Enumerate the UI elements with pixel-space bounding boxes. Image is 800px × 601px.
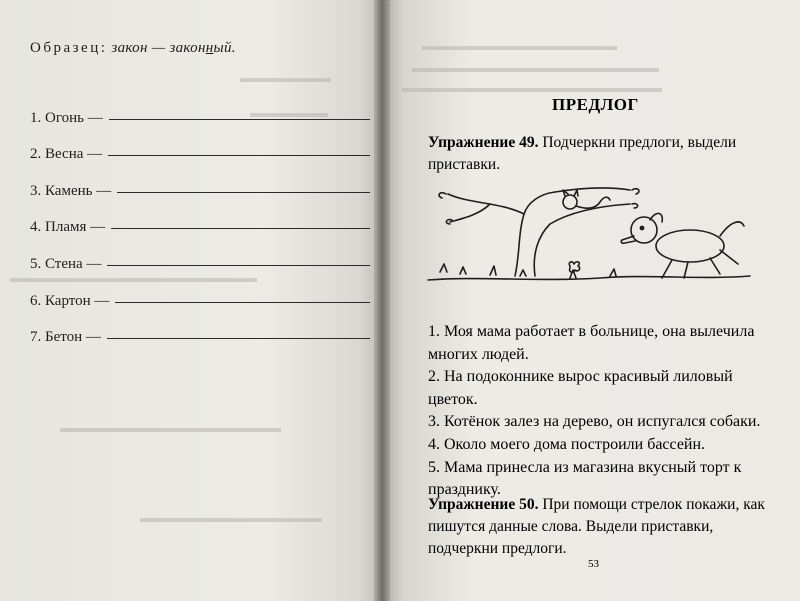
bleed-through-text: ▬▬▬▬▬▬ — [250, 105, 328, 120]
sample-label: Образец: — [30, 40, 108, 56]
word-label: 1. Огонь — — [30, 109, 103, 126]
answer-line[interactable] — [107, 338, 370, 339]
answer-line[interactable] — [107, 265, 370, 266]
exercise-49-sentences — [428, 321, 778, 502]
answer-line[interactable] — [115, 302, 370, 303]
sentence-5: 5. Мама принесла из магазина вкусный торт к празднику. — [428, 458, 742, 499]
bleed-through-text: ▬▬▬▬▬▬▬▬▬▬▬▬▬▬▬ — [422, 38, 617, 53]
answer-line[interactable] — [109, 119, 370, 120]
sentence-3: 3. Котёнок залез на дерево, он испугался собаки. — [428, 413, 761, 431]
exercise-50-heading — [428, 494, 768, 560]
bleed-through-text: ▬▬▬▬▬▬▬▬▬▬▬▬▬▬▬▬▬ — [60, 420, 281, 435]
word-label: 6. Картон — — [30, 292, 110, 309]
word-label: 7. Бетон — — [30, 329, 101, 346]
word-label: 4. Пламя — — [30, 219, 106, 236]
exercise-49-heading — [428, 132, 768, 176]
bleed-through-text: ▬▬▬▬▬▬▬▬▬▬▬▬▬▬▬▬▬▬▬▬ — [402, 80, 662, 95]
bleed-through-text: ▬▬▬▬▬▬▬▬▬▬▬▬▬▬▬▬▬▬▬ — [10, 270, 257, 285]
exercise-49-text: Подчеркни предлоги, выдели приставки. — [428, 134, 737, 173]
sample-result-stem: закон — [169, 40, 206, 56]
tree-cat-dog-illustration — [420, 184, 760, 300]
sentence-1: 1. Моя мама работает в больнице, она вылечила многих людей. — [428, 323, 755, 363]
left-page — [0, 0, 382, 601]
word-label: 3. Камень — — [30, 182, 112, 199]
sentence-4: 4. Около моего дома построили бассейн. — [428, 435, 706, 453]
sample-result-end: ый. — [213, 40, 236, 56]
sample-word: закон — [111, 40, 148, 56]
page-number: 53 — [588, 558, 599, 570]
word-label: 2. Весна — — [30, 146, 103, 163]
exercise-50-text: При помощи стрелок покажи, как пишутся данные слова. Выдели приставки, подчеркни предлоги. — [428, 496, 765, 557]
word-list — [30, 90, 370, 346]
word-row — [30, 90, 370, 127]
sample-line — [30, 40, 236, 57]
bleed-through-text: ▬▬▬▬▬▬▬ — [240, 70, 331, 85]
exercise-50-label: Упражнение 50. — [428, 496, 539, 513]
bleed-through-text: ▬▬▬▬▬▬▬▬▬▬▬▬▬▬▬▬▬▬▬ — [412, 60, 659, 75]
word-label: 5. Стена — — [30, 255, 102, 272]
word-row — [30, 163, 370, 200]
section-title: ПРЕДЛОГ — [552, 95, 639, 114]
word-row — [30, 127, 370, 164]
exercise-49-label: Упражнение 49. — [428, 134, 539, 151]
sample-result-suffix: н — [205, 40, 214, 56]
answer-line[interactable] — [108, 155, 370, 156]
sample-dash: — — [151, 40, 166, 56]
word-row — [30, 236, 370, 273]
word-row — [30, 200, 370, 237]
word-row — [30, 273, 370, 310]
answer-line[interactable] — [117, 192, 370, 193]
bleed-through-text: ▬▬▬▬▬▬▬▬▬▬▬▬▬▬ — [140, 510, 322, 525]
sentence-2: 2. На подоконнике вырос красивый лиловый цветок. — [428, 368, 733, 408]
book-spine — [374, 0, 390, 601]
answer-line[interactable] — [111, 228, 370, 229]
word-row — [30, 310, 370, 347]
